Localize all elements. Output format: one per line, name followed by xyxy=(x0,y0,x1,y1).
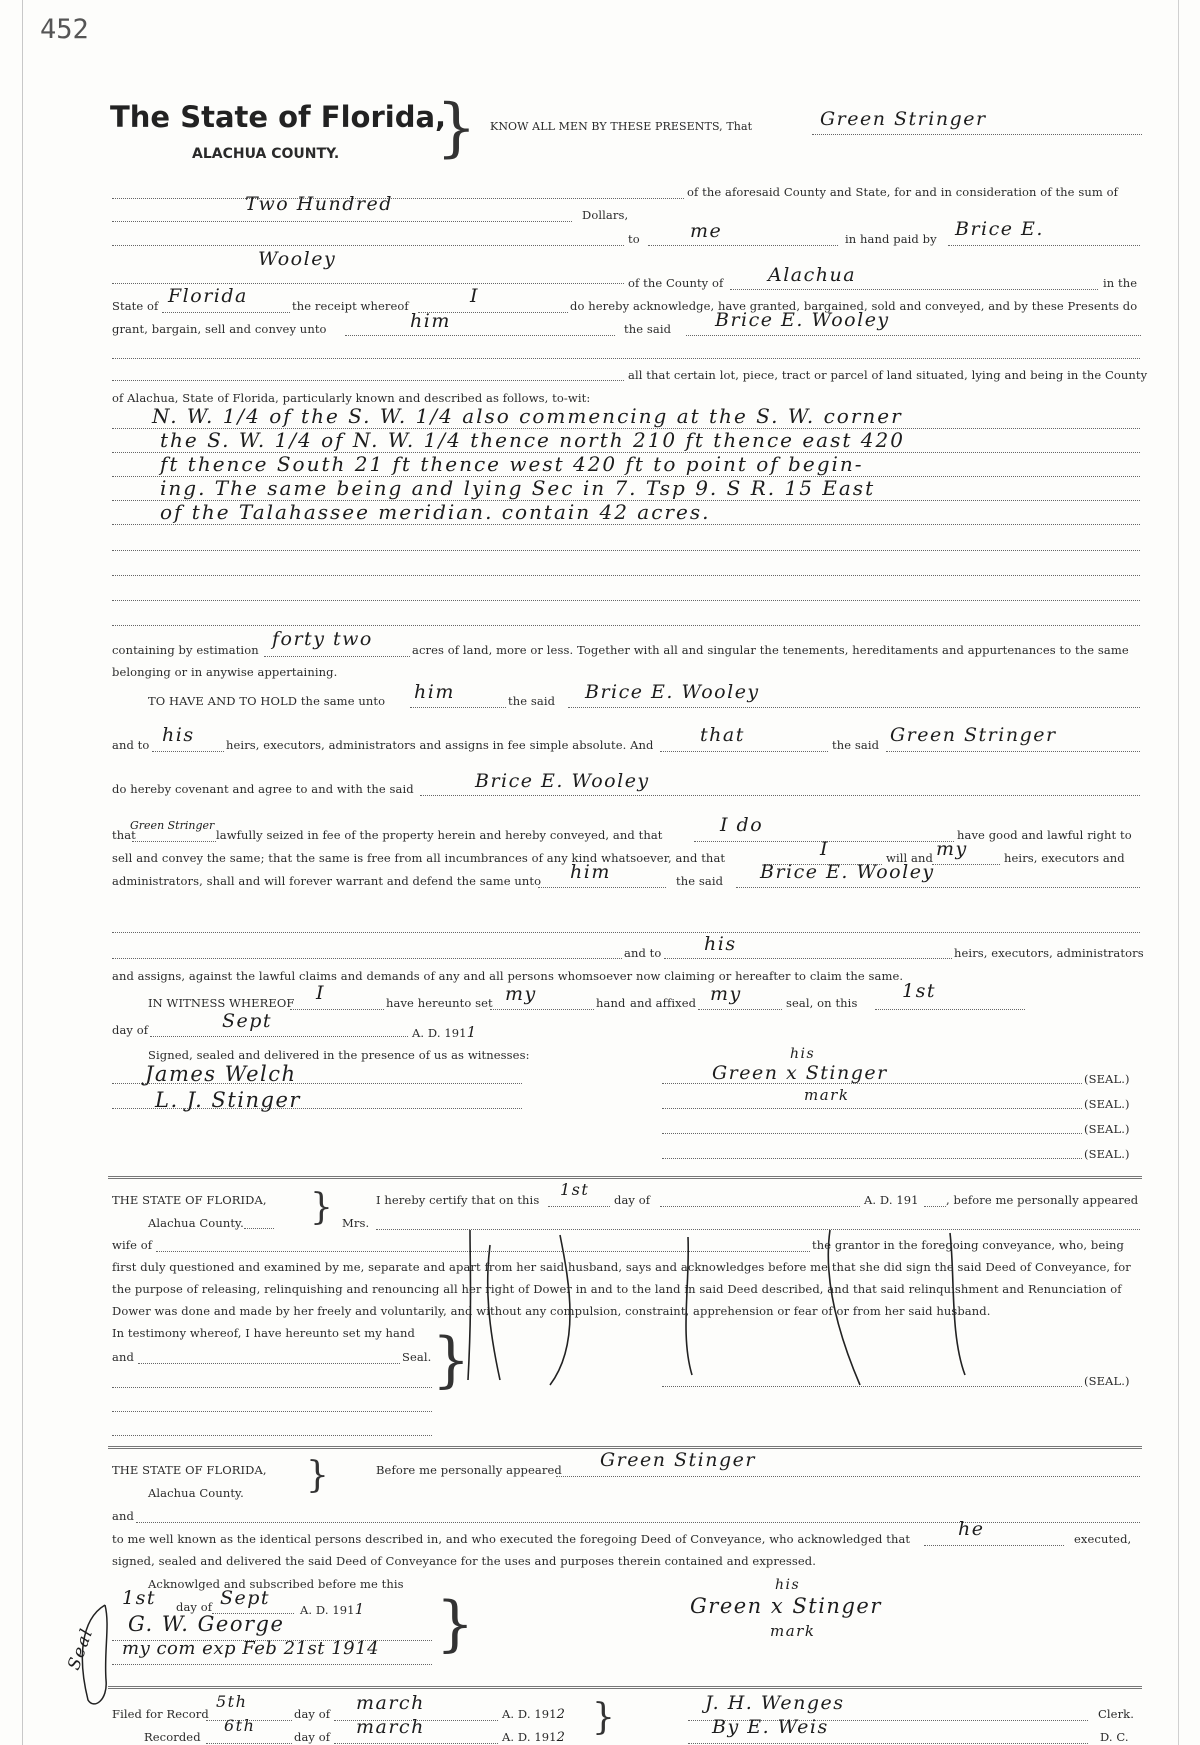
dower-seal: Seal. xyxy=(402,1350,432,1364)
sig-line-2 xyxy=(662,1108,1082,1109)
ack-state: THE STATE OF FLORIDA, xyxy=(112,1463,267,1477)
county-title: ALACHUA COUNTY. xyxy=(192,146,340,162)
desc-line-8 xyxy=(112,600,1140,601)
line-sum xyxy=(112,221,572,222)
heirs-exec-text: heirs, executors and xyxy=(1004,851,1125,865)
and-affixed-text: and affixed xyxy=(630,996,697,1010)
year-handwriting: 1 xyxy=(466,1023,478,1041)
covenant-text: do hereby covenant and agree to and with the said xyxy=(112,782,414,796)
dower-day-line xyxy=(548,1206,610,1207)
sell-convey-text: sell and convey the same; that the same is free from all incumbrances of any kind whatsoever, and that xyxy=(112,851,726,865)
ack-and: and xyxy=(112,1509,134,1523)
dower-before-me: , before me personally appeared xyxy=(946,1193,1139,1207)
witness-handwriting: I xyxy=(316,982,326,1004)
sig-his: his xyxy=(790,1046,816,1062)
ack-sig-his: his xyxy=(775,1577,801,1593)
seal-on-this-text: seal, on this xyxy=(786,996,858,1010)
ack-year-handwriting: 1 xyxy=(354,1600,366,1618)
sig-line-4 xyxy=(662,1158,1082,1159)
heirs-text: heirs, executors, administrators and assigns in fee simple absolute. And xyxy=(226,738,654,752)
ack-day-handwriting: 1st xyxy=(122,1587,156,1609)
will-handwriting: I xyxy=(820,838,830,860)
set-handwriting: my xyxy=(505,983,537,1005)
day-of-text: day of xyxy=(112,1023,149,1037)
line-and-to-2 xyxy=(112,958,622,959)
dower-mrs: Mrs. xyxy=(342,1216,370,1230)
defend-grantee-handwriting: Brice E. Wooley xyxy=(760,861,935,883)
line-month xyxy=(150,1036,408,1037)
rec-ad-label: A. D. 191 xyxy=(502,1730,557,1744)
ack-seal-brace: } xyxy=(436,1589,475,1659)
dower-and: and xyxy=(112,1350,134,1364)
have-good-text: have good and lawful right to xyxy=(957,828,1132,842)
of-alachua-text: of Alachua, State of Florida, particularly known and described as follows, to-wit: xyxy=(112,391,591,405)
the-said-2-text: the said xyxy=(508,694,556,708)
left-margin-line xyxy=(22,0,23,1745)
line-1 xyxy=(112,198,684,199)
dower-blank-3 xyxy=(112,1435,432,1436)
state-title: The State of Florida, xyxy=(110,100,447,134)
ack-month-handwriting: Sept xyxy=(220,1587,271,1609)
will-and-text: will and xyxy=(886,851,933,865)
line-covenant xyxy=(420,795,1140,796)
dower-seal-brace: } xyxy=(432,1325,471,1395)
dower-state: THE STATE OF FLORIDA, xyxy=(112,1193,267,1207)
acres-handwriting: forty two xyxy=(272,628,373,650)
ack-before-me: Before me personally appeared xyxy=(376,1463,562,1477)
line-defend-name xyxy=(736,887,1140,888)
ack-and-line xyxy=(136,1522,1140,1523)
ack-signed-sealed: signed, sealed and delivered the said Deed of Conveyance for the uses and purposes therein contained and expressed. xyxy=(112,1554,817,1568)
sig-line-3 xyxy=(662,1133,1082,1134)
the-said-4-text: the said xyxy=(676,874,724,888)
filed-month-handwriting: march xyxy=(356,1692,425,1714)
line-to-1 xyxy=(112,245,624,246)
dower-blank-1 xyxy=(112,1387,432,1388)
description-line-3: ft thence South 21 ft thence west 420 ft to point of begin- xyxy=(160,452,864,476)
desc-line-7 xyxy=(112,575,1140,576)
desc-line-6 xyxy=(112,550,1140,551)
in-the-text: in the xyxy=(1103,276,1138,290)
ido-handwriting: I do xyxy=(720,814,764,836)
header-brace: } xyxy=(436,91,477,165)
ack-appeared-line xyxy=(556,1476,1140,1477)
ack-ad xyxy=(300,1600,366,1618)
dower-and-line xyxy=(138,1363,400,1364)
dower-month-line xyxy=(660,1206,860,1207)
state-handwriting: Florida xyxy=(168,285,248,307)
administrators-text: administrators, shall and will forever warrant and defend the same unto xyxy=(112,874,542,888)
rec-day-line xyxy=(206,1743,292,1744)
receipt-text: the receipt whereof xyxy=(292,299,409,313)
dower-day-of: day of xyxy=(614,1193,651,1207)
line-blank-3 xyxy=(112,932,1140,933)
line-grantor xyxy=(812,134,1142,135)
ack-commission-line xyxy=(112,1664,432,1665)
dower-testimony: In testimony whereof, I have hereunto set my hand xyxy=(112,1326,415,1340)
the-said-3-text: the said xyxy=(832,738,880,752)
aforesaid-text: of the aforesaid County and State, for and in consideration of the sum of xyxy=(687,185,1118,199)
that-name-handwriting: Green Stringer xyxy=(130,819,215,832)
ack-he-line xyxy=(924,1545,1064,1546)
line-that-name-2 xyxy=(132,841,216,842)
dower-certify: I hereby certify that on this xyxy=(376,1193,540,1207)
hand-text: hand xyxy=(596,996,626,1010)
that-handwriting: that xyxy=(700,724,745,746)
line-heirs xyxy=(152,751,224,752)
heirs-handwriting: his xyxy=(162,724,195,746)
line-paid-by xyxy=(948,245,1140,246)
line-county-1 xyxy=(112,283,624,284)
desc-line-9 xyxy=(112,625,1140,626)
dollars-text: Dollars, xyxy=(582,208,629,222)
line-to-2 xyxy=(648,245,838,246)
to-text: to xyxy=(628,232,640,246)
affixed-handwriting: my xyxy=(710,983,742,1005)
ack-county: Alachua County. xyxy=(148,1486,244,1500)
dower-brace: } xyxy=(310,1187,333,1228)
rec-day-of: day of xyxy=(294,1730,331,1744)
my-handwriting: my xyxy=(936,838,968,860)
divider-1 xyxy=(108,1176,1142,1179)
ad-label: A. D. 191 xyxy=(412,1026,467,1040)
line-acres xyxy=(264,656,410,657)
line-my xyxy=(932,864,1000,865)
defend-handwriting: him xyxy=(570,861,611,883)
that-grantor-handwriting: Green Stringer xyxy=(890,724,1057,746)
dower-cancel-marks xyxy=(430,1225,990,1395)
rec-month-handwriting: march xyxy=(356,1716,425,1738)
ack-commission-handwriting: my com exp Feb 21st 1914 xyxy=(122,1638,380,1659)
rec-day-handwriting: 6th xyxy=(224,1716,256,1735)
signed-sealed-text: Signed, sealed and delivered in the presence of us as witnesses: xyxy=(148,1048,530,1062)
line-day xyxy=(875,1009,1025,1010)
dc-text: D. C. xyxy=(1100,1730,1129,1744)
filed-ad xyxy=(502,1707,566,1722)
intro-text: KNOW ALL MEN BY THESE PRESENTS, That xyxy=(490,120,753,133)
dower-line-1: first duly questioned and examined by me, separate and apart from her said husband, says and acknowledges before me that she did sign the said Deed of Conveyance, for xyxy=(112,1260,1131,1274)
dower-wife-of: wife of xyxy=(112,1238,153,1252)
seal-4: (SEAL.) xyxy=(1084,1147,1130,1161)
unto-handwriting: him xyxy=(410,310,451,332)
witness2-handwriting: L. J. Stinger xyxy=(155,1088,301,1112)
to-handwriting: me xyxy=(690,220,723,242)
the-said-text: the said xyxy=(624,322,672,336)
dower-county-line xyxy=(244,1228,274,1229)
dower-grantor-in: the grantor in the foregoing conveyance, who, being xyxy=(812,1238,1124,1252)
lawfully-text: lawfully seized in fee of the property herein and hereby conveyed, and that xyxy=(216,828,663,842)
line-grant xyxy=(345,335,615,336)
line-that xyxy=(660,751,828,752)
grantor-handwriting: Green Stringer xyxy=(820,108,987,130)
ad-text xyxy=(412,1023,478,1041)
have-handwriting: him xyxy=(414,681,455,703)
paid-by-handwriting-2: Wooley xyxy=(258,248,337,270)
line-grantee xyxy=(686,335,1141,336)
dower-year-line xyxy=(924,1206,946,1207)
line-set xyxy=(490,1009,594,1010)
line-witness xyxy=(290,1009,384,1010)
and-to-2-text: and to xyxy=(624,946,662,960)
grantee-handwriting: Brice E. Wooley xyxy=(715,309,890,331)
ack-executed: executed, xyxy=(1074,1532,1132,1546)
ack-brace: } xyxy=(306,1455,329,1496)
county-of-text: of the County of xyxy=(628,276,724,290)
line-have-2 xyxy=(568,707,1140,708)
state-of-text: State of xyxy=(112,299,159,313)
rec-year-handwriting: 2 xyxy=(556,1730,567,1745)
filed-ad-label: A. D. 191 xyxy=(502,1707,557,1721)
line-state xyxy=(162,312,290,313)
ack-sig-mark: mark xyxy=(770,1622,816,1640)
county-handwriting: Alachua xyxy=(768,264,857,286)
paid-by-text: in hand paid by xyxy=(845,232,937,246)
seal-2: (SEAL.) xyxy=(1084,1097,1130,1111)
ack-acknowledged: Acknowlged and subscribed before me this xyxy=(148,1577,404,1591)
dc-handwriting: By E. Weis xyxy=(712,1716,829,1738)
line-defend xyxy=(538,887,666,888)
filed-text: Filed for Record xyxy=(112,1707,209,1721)
have-hereunto-text: have hereunto set xyxy=(386,996,493,1010)
do-hereby-text: do hereby acknowledge, have granted, bargained, sold and conveyed, and by these Presents do xyxy=(570,299,1138,313)
dower-county: Alachua County. xyxy=(148,1216,244,1230)
dower-ad: A. D. 191 xyxy=(864,1193,919,1207)
sig-mark: mark xyxy=(804,1086,850,1104)
rec-month-line xyxy=(334,1743,498,1744)
receipt-handwriting: I xyxy=(470,285,480,307)
covenant-handwriting: Brice E. Wooley xyxy=(475,770,650,792)
clerk-text: Clerk. xyxy=(1098,1707,1135,1721)
month-handwriting: Sept xyxy=(222,1010,273,1032)
ack-well-known: to me well known as the identical persons described in, and who executed the foregoing Deed of Conveyance, who acknowledged that xyxy=(112,1532,911,1546)
clerk-handwriting: J. H. Wenges xyxy=(705,1692,845,1714)
filed-day-handwriting: 5th xyxy=(216,1692,248,1711)
ack-notary-handwriting: G. W. George xyxy=(128,1612,285,1636)
divider-3 xyxy=(108,1686,1142,1689)
line-his2 xyxy=(664,958,952,959)
ack-seal-handwriting: Seal xyxy=(64,1625,98,1673)
seal-1: (SEAL.) xyxy=(1084,1072,1130,1086)
dower-seal-right: (SEAL.) xyxy=(1084,1374,1130,1388)
have-grantee-handwriting: Brice E. Wooley xyxy=(585,681,760,703)
belonging-text: belonging or in anywise appertaining. xyxy=(112,665,338,679)
acres-text: acres of land, more or less. Together with all and singular the tenements, hereditaments and appurtenances to the same xyxy=(412,643,1129,657)
filed-year-handwriting: 2 xyxy=(556,1707,567,1722)
to-have-text: TO HAVE AND TO HOLD the same unto xyxy=(148,694,386,708)
recorded-text: Recorded xyxy=(144,1730,201,1744)
witness1-handwriting: James Welch xyxy=(145,1062,297,1086)
dower-line-2: the purpose of releasing, relinquishing and renouncing all her right of Dower in and to the land in said Deed described, and that said relinquishment and Renunciation of xyxy=(112,1282,1122,1296)
and-assigns-text: and assigns, against the lawful claims and demands of any and all persons whomsoever now claiming or hereafter to claim the same. xyxy=(112,969,904,983)
filed-day-of: day of xyxy=(294,1707,331,1721)
signature-handwriting: Green x Stinger xyxy=(712,1062,888,1084)
description-line-4: ing. The same being and lying Sec in 7. Tsp 9. S R. 15 East xyxy=(160,476,876,500)
description-line-5: of the Talahassee meridian. contain 42 acres. xyxy=(160,500,711,524)
seal-3: (SEAL.) xyxy=(1084,1122,1130,1136)
that-text: that xyxy=(112,828,136,842)
ack-ad-label: A. D. 191 xyxy=(300,1603,355,1617)
page-number: 452 xyxy=(40,14,89,45)
description-line-2: the S. W. 1/4 of N. W. 1/4 thence north 210 ft thence east 420 xyxy=(160,428,905,452)
heirs-admin-text: heirs, executors, administrators xyxy=(954,946,1144,960)
line-affixed xyxy=(698,1009,782,1010)
his2-handwriting: his xyxy=(704,933,737,955)
line-county-2 xyxy=(730,289,1098,290)
dower-line-3: Dower was done and made by her freely and voluntarily, and without any compulsion, constraint, apprehension or fear of or from her said husband. xyxy=(112,1304,991,1318)
rec-ad xyxy=(502,1730,566,1745)
ack-signature-handwriting: Green x Stinger xyxy=(690,1594,882,1618)
witness-text: IN WITNESS WHEREOF xyxy=(148,996,295,1010)
line-that-name xyxy=(886,751,1140,752)
all-that-certain-text: all that certain lot, piece, tract or parcel of land situated, lying and being in the County xyxy=(628,368,1148,382)
and-to-text: and to xyxy=(112,738,150,752)
line-blank-1 xyxy=(112,358,1140,359)
ack-day-of: day of xyxy=(176,1600,213,1614)
day-handwriting: 1st xyxy=(902,980,936,1002)
sum-handwriting: Two Hundred xyxy=(245,193,393,215)
containing-text: containing by estimation xyxy=(112,643,259,657)
grant-text: grant, bargain, sell and convey unto xyxy=(112,322,327,336)
dc-line xyxy=(688,1743,1088,1744)
right-margin-line xyxy=(1178,0,1179,1745)
filing-brace: } xyxy=(592,1697,615,1738)
line-blank-2 xyxy=(112,380,624,381)
ack-he-handwriting: he xyxy=(958,1518,985,1540)
dower-day-handwriting: 1st xyxy=(560,1180,590,1199)
description-line-1: N. W. 1/4 of the S. W. 1/4 also commencing at the S. W. corner xyxy=(152,404,903,428)
ack-appeared-handwriting: Green Stinger xyxy=(600,1449,756,1471)
paid-by-handwriting-1: Brice E. xyxy=(955,218,1044,240)
line-have-1 xyxy=(410,707,506,708)
dower-blank-2 xyxy=(112,1411,432,1412)
